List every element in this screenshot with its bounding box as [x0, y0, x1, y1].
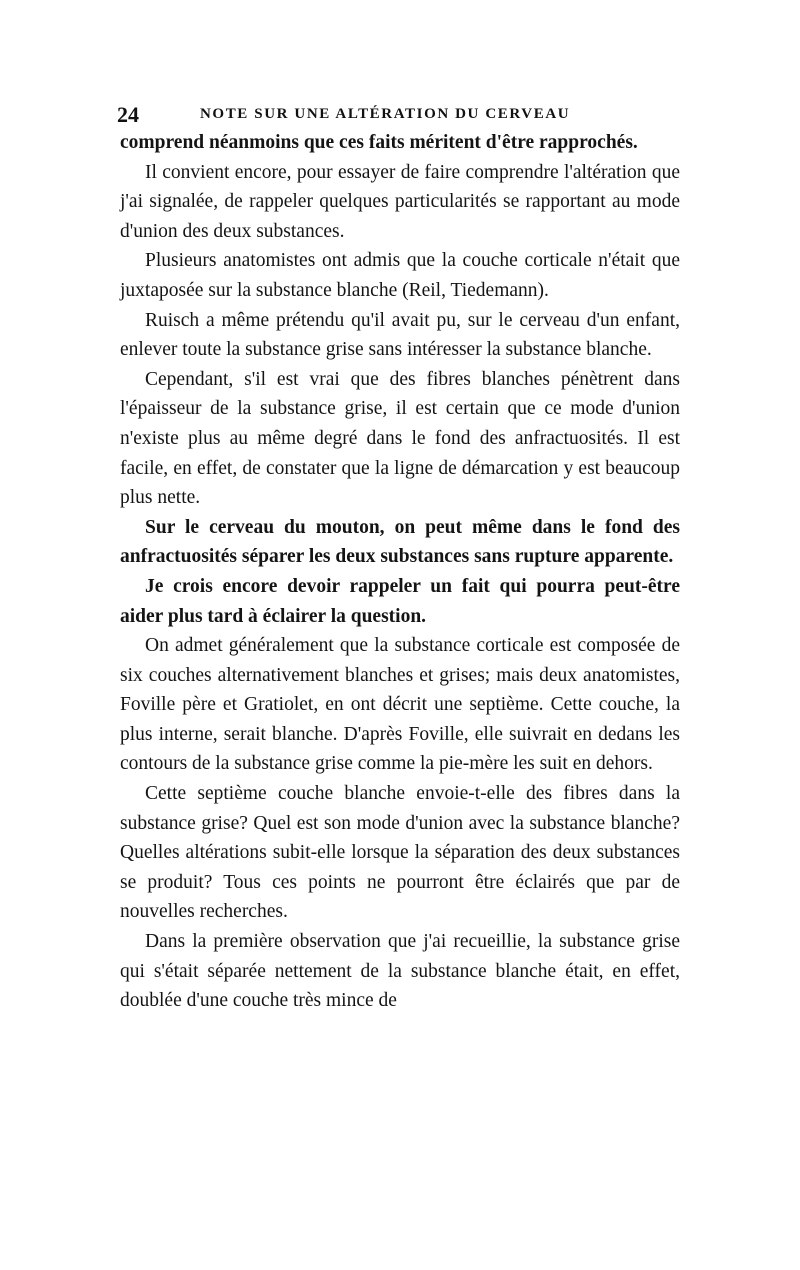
paragraph-6: Sur le cerveau du mouton, on peut même dans le fond des anfractuosités séparer les deux substances sans rupture apparente.	[120, 516, 680, 568]
paragraph-9: Cette septième couche blanche envoie-t-elle des fibres dans la substance grise? Quel est son mode d'union avec la substance blanche? Quelles altérations subit-elle lorsque la séparation des deux substances se produit? Tous ces points ne pourront être éclairés que par de nouvelles recherches.	[120, 783, 680, 923]
paragraph-2: Il convient encore, pour essayer de faire comprendre l'altération que j'ai signalée, de rappeler quelques particularités se rapportant au mode d'union des deux substances.	[120, 161, 680, 242]
paragraph-8: On admet généralement que la substance corticale est composée de six couches alternativement blanches et grises; mais deux anatomistes, Foville père et Gratiolet, en ont décrit une septième. Cette couche, la plus interne, serait blanche. D'après Foville, elle suivrait en dedans les contours de la substance grise comme la pie-mère les suit en dehors.	[120, 635, 680, 775]
paragraph-4: Ruisch a même prétendu qu'il avait pu, sur le cerveau d'un enfant, enlever toute la substance grise sans intéresser la substance blanche.	[120, 309, 680, 361]
page-number: 24	[117, 102, 139, 127]
running-header	[115, 102, 680, 128]
paragraph-5: Cependant, s'il est vrai que des fibres blanches pénètrent dans l'épaisseur de la substance grise, il est certain que ce mode d'union n'existe plus au même degré dans le fond des anfractuosités. Il est facile, en effet, de constater que la ligne de démarcation y est beaucoup plus nette.	[120, 368, 680, 509]
paragraph-7: Je crois encore devoir rappeler un fait qui pourra peut-être aider plus tard à éclairer la question.	[120, 575, 680, 627]
paragraph-10: Dans la première observation que j'ai recueillie, la substance grise qui s'était séparée nettement de la substance blanche était, en effet, doublée d'une couche très mince de	[120, 931, 680, 1012]
running-title: NOTE SUR UNE ALTÉRATION DU CERVEAU	[200, 106, 571, 122]
paragraph-1: comprend néanmoins que ces faits méritent d'être rapprochés.	[120, 132, 638, 153]
paragraph-3: Plusieurs anatomistes ont admis que la couche corticale n'était que juxtaposée sur la substance blanche (Reil, Tiedemann).	[120, 250, 680, 301]
body-text	[120, 128, 680, 1016]
